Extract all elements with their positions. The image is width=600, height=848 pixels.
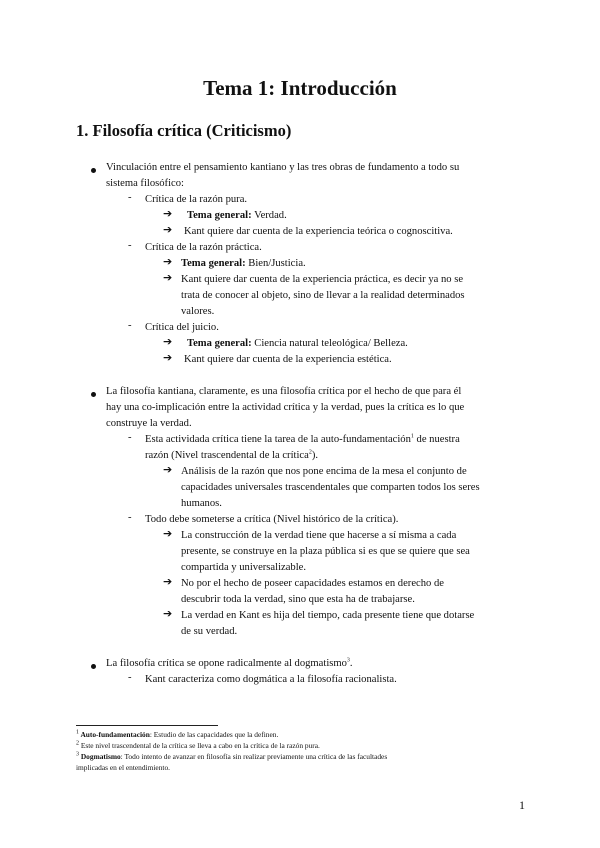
dash-icon: - xyxy=(128,240,132,251)
arrow-icon: ➔ xyxy=(163,527,173,540)
arrow-icon: ➔ xyxy=(163,335,173,348)
crp-tema: Tema general: Verdad. xyxy=(187,210,287,221)
p2-d1-a1-line-3: humanos. xyxy=(181,498,222,509)
footnote-2: $^2$ Este nivel trascendental de la crítica se lleva a cabo en la crítica de la razón pura. xyxy=(76,740,320,750)
p2-line-3: construye la verdad. xyxy=(106,418,192,429)
p3-d1: Kant caracteriza como dogmática a la filosofía racionalista. xyxy=(145,674,397,685)
footnote-1: $^1$ Auto-fundamentación: Estudio de las capacidades que la definen. xyxy=(76,729,279,739)
p2-d1-line-1: Esta actividada crítica tiene la tarea de la auto-fundamentación$^1$ de nuestra xyxy=(145,433,460,445)
dash-icon: - xyxy=(128,192,132,203)
crp-label: Crítica de la razón pura. xyxy=(145,194,248,205)
crpr-desc-3: valores. xyxy=(181,306,215,317)
p2-d2-a1-line-2: presente, se construye en la plaza pública si es que se quiere que sea xyxy=(181,546,470,557)
crpr-tema: Tema general: Bien/Justicia. xyxy=(181,258,306,269)
footnote-3-line-2: implicadas en el entendimiento. xyxy=(76,763,170,772)
arrow-icon: ➔ xyxy=(163,351,173,364)
page-title: Tema 1: Introducción xyxy=(203,76,397,100)
footnote-3: $^3$ Dogmatismo: Todo intento de avanzar en filosofía sin realizar previamente una crítica de las facultades xyxy=(76,751,388,761)
p2-d1-a1-line-1: Análisis de la razón que nos pone encima de la mesa el conjunto de xyxy=(181,466,467,477)
section-heading: 1. Filosofía crítica (Criticismo) xyxy=(76,121,292,140)
crpr-desc-1: Kant quiere dar cuenta de la experiencia práctica, es decir ya no se xyxy=(181,274,464,285)
p2-d2-a1-line-3: compartida y universalizable. xyxy=(181,562,307,573)
p2-d2-a2-line-2: descubrir toda la verdad, sino que esta ha de trabajarse. xyxy=(181,594,415,605)
cj-label: Crítica del juicio. xyxy=(145,322,219,333)
arrow-icon: ➔ xyxy=(163,271,173,284)
arrow-icon: ➔ xyxy=(163,463,173,476)
p2-d1-line-2: razón (Nivel trascendental de la crítica$^2$). xyxy=(145,449,319,461)
p2-d2-label: Todo debe someterse a crítica (Nivel histórico de la crítica). xyxy=(145,514,399,525)
cj-desc: Kant quiere dar cuenta de la experiencia estética. xyxy=(184,354,392,365)
arrow-icon: ➔ xyxy=(163,207,173,220)
dash-icon: - xyxy=(128,512,132,523)
p2-d1-a1-line-2: capacidades universales trascendentales que comparten todos los seres xyxy=(181,482,480,493)
p3-line-1: La filosofía crítica se opone radicalmente al dogmatismo$^3$. xyxy=(106,657,353,669)
cj-tema: Tema general: Ciencia natural teleológica/ Belleza. xyxy=(187,338,408,349)
p2-line-1: La filosofía kantiana, claramente, es una filosofía crítica por el hecho de que para él xyxy=(106,386,462,397)
crpr-desc-2: trata de conocer al objeto, sino de llevar a la realidad determinados xyxy=(181,290,465,301)
p2-d2-a1-line-1: La construcción de la verdad tiene que hacerse a sí misma a cada xyxy=(181,530,457,541)
arrow-icon: ➔ xyxy=(163,607,173,620)
p2-d2-a3-line-1: La verdad en Kant es hija del tiempo, cada presente tiene que dotarse xyxy=(181,610,475,621)
bullet-icon xyxy=(91,168,96,173)
footnote-divider xyxy=(76,725,218,726)
p2-d2-a3-line-2: de su verdad. xyxy=(181,626,238,637)
bullet-icon xyxy=(91,392,96,397)
dash-icon: - xyxy=(128,432,132,443)
p2-d2-a2-line-1: No por el hecho de poseer capacidades estamos en derecho de xyxy=(181,578,444,589)
arrow-icon: ➔ xyxy=(163,575,173,588)
arrow-icon: ➔ xyxy=(163,223,173,236)
crpr-label: Crítica de la razón práctica. xyxy=(145,242,262,253)
dash-icon: - xyxy=(128,320,132,331)
p2-line-2: hay una co-implicación entre la actividad crítica y la verdad, pues la crítica es lo que xyxy=(106,402,465,413)
page-number: 1 xyxy=(519,798,525,812)
p1-line-2: sistema filosófico: xyxy=(106,178,184,189)
dash-icon: - xyxy=(128,672,132,683)
crp-desc: Kant quiere dar cuenta de la experiencia teórica o cognoscitiva. xyxy=(184,226,453,237)
bullet-icon xyxy=(91,664,96,669)
arrow-icon: ➔ xyxy=(163,255,173,268)
p1-line-1: Vinculación entre el pensamiento kantiano y las tres obras de fundamento a todo su xyxy=(106,162,460,173)
